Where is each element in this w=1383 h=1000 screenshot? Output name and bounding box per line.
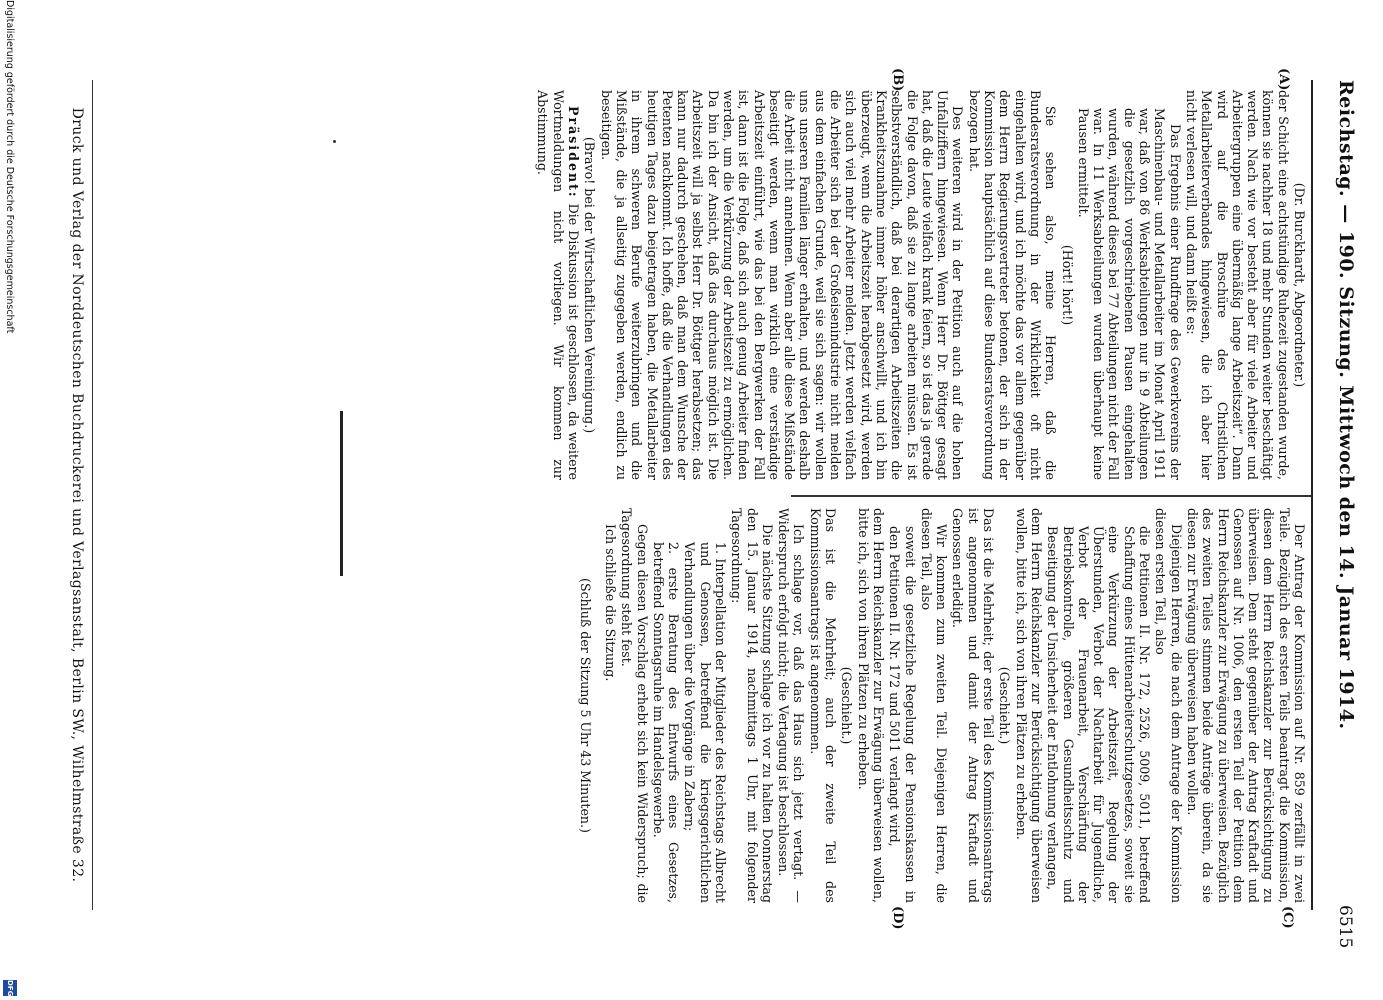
paragraph: Ich schlage vor, daß das Haus sich jetzt vertagt. — Widerspruch erfolgt nicht; die Vertagung ist beschlossen.: [776, 508, 807, 903]
interjection: (Bravo! bei der Wirtschaftlichen Vereinigung.): [582, 136, 598, 434]
footer-rule: [92, 80, 93, 910]
page-header: [1327, 0, 1357, 1000]
interjection: (Geschieht.): [997, 666, 1013, 745]
page-number: 6515: [1335, 905, 1355, 949]
paragraph: Sie sehen also, meine Herren, daß die Bundesratsverordnung in der Wirklichkeit oft nicht eingehalten wird, und ich möchte das vor allem gegenüber dem Herrn Regierungsvertreter betonen, der sich in der Kommission hauptsächlich auf diese Bundesratsverordnung bezogen hat.: [966, 90, 1059, 480]
paragraph: Das ist die Mehrheit; auch der zweite Teil des Kommissionsantrags ist angenommen.: [807, 508, 839, 903]
paragraph: Wir kommen zum zweiten Teil. Diejenigen Herren, die diesen Teil, also: [918, 508, 950, 903]
dfg-logo: DFG: [3, 980, 17, 996]
speaker-label: Präsident:: [566, 106, 582, 199]
header-rule: [1311, 80, 1313, 910]
paragraph: Diejenigen Herren, die nach dem Antrage der Kommission diesen ersten Teil, also: [1153, 508, 1184, 903]
president-paragraph: [535, 90, 581, 480]
paragraph: Des weiteren wird in der Petition auch auf die hohen Unfallziffern hingewiesen. Wenn Herr Dr. Böttger gesagt hat, daß die Leute vielfach krank feiern, so ist das ja gerade die Folge davon, daß sie zu lange arbeiten müssen. Es ist selbstverständlich, daß bei derartigen Arbeitszeiten die Krankheitszunahme immer höher anschwillt, und ich bin überzeugt, wenn die Arbeitszeit herabgesetzt wird, werden sich auch viel mehr Arbeiter melden. Jetzt werden vielfach die Arbeiter sich bei der Großeisenindustrie nicht melden aus dem einfachen Grunde, weil sie sich sagen: wir wollen uns unseren Familien länger erhalten, und werden deshalb die Arbeit nicht annehmen. Wenn aber alle diese Mißstände beseitigt werden, wenn man wirklich eine verständige Arbeitszeit einführt, wie das bei den Bergwerken der Fall ist, dann ist die Folge, daß sich auch genug Arbeiter finden werden, um die Verkürzung der Arbeitszeit zu ermöglichen. Da bin ich der Ansicht, daß das durchaus möglich ist. Die Arbeitszeit will ja selbst Herr Dr. Böttger herabsetzen; das kann nur dadurch geschehen, daß man dem Wunsche der Petenten nachkommt. Ich hoffe, daß die Verhandlungen des heutigen Tages dazu beigetragen haben, die Metallarbeiter in ihrem schweren Berufe weiterzubringen und die Mißstände, die ja allseitig zugegeben werden, endlich zu beseitigen.: [598, 90, 966, 480]
interjection: (Hört! hört!): [1059, 244, 1075, 326]
paragraph: Der Antrag der Kommission auf Nr. 859 zerfällt in zwei Teile. Bezüglich des ersten Teils beantragt die Kommission, diesen dem Herrn Reichskanzler zur Berücksichtigung zu überweisen. Dem steht gegenüber der Antrag Kraftadt und Genossen auf Nr. 1006, den ersten Teil der Petition dem Herrn Reichskanzler zur Erwägung zu überweisen. Bezüglich des zweiten Teiles stimmen beide Anträge überein, da sie diesen zur Erwägung überweisen haben wollen.: [1184, 508, 1307, 903]
paragraph: Die nächste Sitzung schlage ich vor zu halten Donnerstag den 15. Januar 1914, nachmittags 1 Uhr, mit folgender Tagesordnung:: [729, 508, 775, 903]
right-column: [576, 508, 1307, 903]
imprint: Druck und Verlag der Norddeutschen Buchdruckerei und Verlagsanstalt, Berlin SW., Wilhelmstraße 32.: [69, 107, 85, 883]
agenda-item-2: 2. erste Beratung des Entwurfs eines Gesetzes, betreffend Sonntagsruhe im Handelsgewerbe.: [650, 542, 682, 903]
print-speck: [333, 140, 336, 143]
margin-marker-d: (D): [890, 906, 905, 930]
closing-note: (Schluß der Sitzung 5 Uhr 43 Minuten.): [577, 578, 593, 833]
speaker-line: (Dr. Burckhardt, Abgeordneter.): [1292, 182, 1307, 388]
quote-paragraph: soweit die gesetzliche Regelung der Pensionskassen in den Petitionen II. Nr. 172 und 5011 verlangt wird,: [887, 526, 918, 903]
paragraph: Das ist die Mehrheit; der erste Teil des Kommissionsantrags ist angenommen und damit der Antrag Kraftadt und Genossen erledigt.: [950, 508, 997, 903]
paragraph: Gegen diesen Vorschlag erhebt sich kein Widerspruch; die Tagesordnung steht fest.: [619, 508, 650, 903]
quote-paragraph: Das Ergebnis einer Rundfrage des Gewerkvereins der Maschinenbau- und Metallarbeiter im Monat April 1911 war, daß von 86 Werksabteilungen nur in 9 Abteilungen die gesetzlich vorgeschriebenen Pausen eingehalten wurden, während dieses bei 77 Abteilungen nicht der Fall war. In 11 Werksabteilungen wurden überhaupt keine Pausen ermittelt.: [1075, 108, 1183, 480]
paragraph-text: Die Diskussion ist geschlossen, da weitere Wortmeldungen nicht vorliegen. Wir kommen zur Abstimmung.: [535, 90, 582, 480]
digitization-note: Digitalisierung gefördert durch die Deutsche Forschungsgemeinschaft: [4, 0, 15, 334]
quote-paragraph: die Petitionen II. Nr. 172, 2526, 5009, 5011, betreffend Schaffung eines Hüttenarbeiterschutzgesetzes, soweit sie eine Verkürzung der Arbeitszeit, Regelung der Überstunden, Verbot der Nachtarbeit für Jugendliche, Verbot der Frauenarbeit, Verschärfung der Betriebskontrolle, größeren Gesundheitsschutz und Beseitigung der Unsicherheit der Entlohnung verlangen,: [1045, 526, 1153, 903]
paragraph: dem Herrn Reichskanzler zur Berücksichtigung überweisen wollen, bitte ich, sich von ihren Plätzen zu erheben.: [1013, 508, 1044, 903]
paragraph: dem Herrn Reichskanzler zur Erwägung überweisen wollen, bitte ich, sich von ihren Plätzen zu erheben.: [855, 508, 886, 903]
agenda-item-1: 1. Interpellation der Mitglieder des Reichstags Albrecht und Genossen, betreffend die kriegsgerichtlichen Verhandlungen über die Vorgänge in Zabern;: [682, 542, 729, 903]
separator-bar: [340, 411, 343, 576]
paragraph: Ich schließe die Sitzung.: [602, 524, 618, 682]
paragraph: der Schicht eine achtstündige Ruhezeit zugestanden wurde, können sie nachher 18 und mehr Stunden weiter beschäftigt werden. Nach wie vor besteht aber für viele Arbeiter und Arbeitergruppen eine übermäßig lange Arbeitszeit“. Dann wird auf die Broschüre des Christlichen Metallarbeiterverbandes hingewiesen, die ich aber hier nicht verlesen will, und dann heißt es:: [1183, 90, 1291, 480]
column-divider: [791, 495, 1311, 497]
margin-marker-a: (A): [1276, 68, 1291, 91]
margin-marker-b: (B): [890, 68, 905, 92]
margin-marker-c: (C): [1280, 906, 1295, 929]
left-column: [534, 90, 1307, 480]
interjection: (Geschieht.): [839, 666, 855, 745]
header-title: Reichstag. — 190. Sitzung. Mittwoch den 14. Januar 1914.: [1335, 80, 1357, 730]
